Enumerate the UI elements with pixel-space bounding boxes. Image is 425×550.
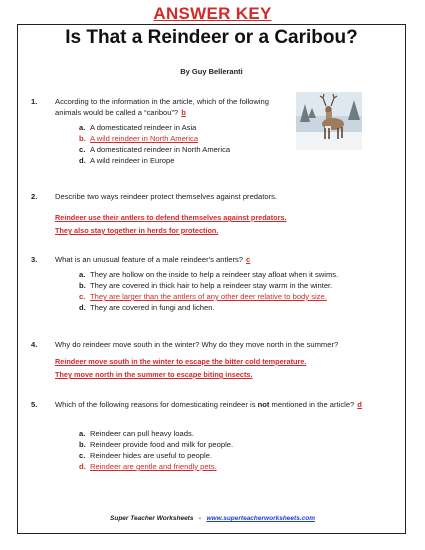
option-b: b. Reindeer provide food and milk for people. — [79, 440, 234, 449]
option-d-correct: d. Reindeer are gentle and friendly pets. — [79, 462, 217, 471]
question-number: 3. — [31, 255, 38, 264]
option-d: d. They are covered in fungi and lichen. — [79, 303, 215, 312]
question-text: What is an unusual feature of a male reindeer's antlers? c — [55, 255, 251, 264]
question-number: 2. — [31, 192, 38, 201]
option-c: c. A domesticated reindeer in North America — [79, 145, 231, 154]
question-text: Why do reindeer move south in the winter? Why do they move north in the summer? — [55, 340, 339, 349]
option-a: a. Reindeer can pull heavy loads. — [79, 429, 194, 438]
question-5-options — [79, 429, 425, 473]
question-4-answer: Reindeer move south in the winter to escape the bitter cold temperature. They move north in the summer to escape biting insects. — [55, 357, 307, 379]
option-b: b. They are covered in thick hair to help a reindeer stay warm in the winter. — [79, 281, 333, 290]
question-text: According to the information in the article, which of the following animals would be called a “caribou”? b — [55, 97, 270, 117]
worksheet-title: Is That a Reindeer or a Caribou? — [65, 27, 358, 48]
question-2-answer: Reindeer use their antlers to defend themselves against predators. They also stay together in herds for protection. — [55, 213, 287, 235]
option-a: a. A domesticated reindeer in Asia — [79, 123, 197, 132]
answer-letter: d — [357, 400, 362, 409]
question-1-options — [79, 123, 425, 167]
question-3-options — [79, 270, 425, 314]
question-number: 5. — [31, 400, 38, 409]
footer-separator: - — [198, 515, 202, 522]
option-b-correct: b. A wild reindeer in North America — [79, 134, 199, 143]
question-text: Describe two ways reindeer protect themselves against predators. — [55, 192, 278, 201]
footer-brand: Super Teacher Worksheets — [110, 515, 194, 522]
question-number: 1. — [31, 97, 38, 106]
option-c: c. Reindeer hides are useful to people. — [79, 451, 213, 460]
footer — [0, 515, 425, 522]
option-d: d. A wild reindeer in Europe — [79, 156, 175, 165]
option-c-correct: c. They are larger than the antlers of any other deer relative to body size. — [79, 292, 327, 301]
option-a: a. They are hollow on the inside to help a reindeer stay afloat when it swims. — [79, 270, 339, 279]
answer-key-heading: ANSWER KEY — [153, 4, 272, 23]
question-text: Which of the following reasons for domesticating reindeer is not mentioned in the article? d — [55, 400, 362, 409]
answer-letter: b — [181, 107, 186, 117]
answer-letter: c — [246, 255, 251, 264]
footer-url-link[interactable]: www.superteacherworksheets.com — [206, 515, 315, 522]
question-number: 4. — [31, 340, 38, 349]
author-byline: By Guy Belleranti — [180, 67, 243, 76]
